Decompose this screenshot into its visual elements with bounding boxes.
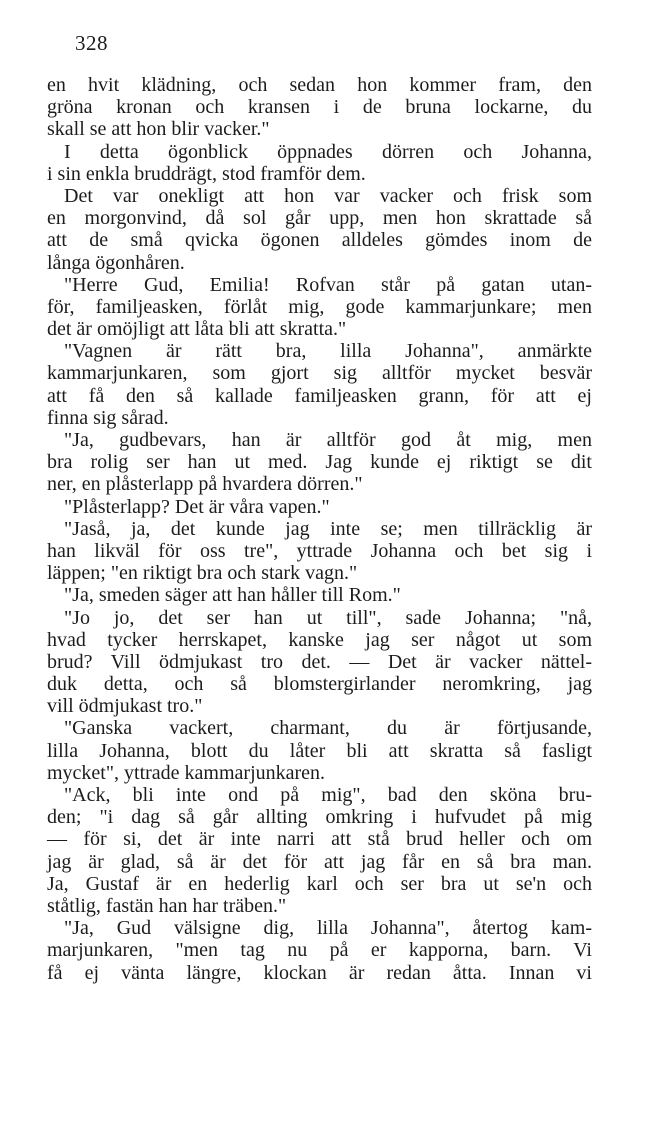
text-line: en morgonvind, då sol går upp, men hon skrattade så [47, 207, 592, 230]
text-line: ståtlig, fastän han har träben." [47, 894, 287, 917]
text-line: marjunkaren, "men tag nu på er kapporna, barn. Vi [47, 939, 592, 962]
text-line: få ej vänta längre, klockan är redan åtta. Innan vi [47, 961, 592, 984]
text-line: han likväl för oss tre", yttrade Johanna och bet sig i [47, 539, 592, 562]
text-line: bra rolig ser han ut med. Jag kunde ej riktigt se dit [47, 451, 592, 474]
text-line: att de små qvicka ögonen alldeles gömdes inom de [47, 229, 592, 252]
text-line: ner, en plåsterlapp på hvardera dörren." [47, 473, 363, 496]
text-line: det är omöjligt att låta bli att skratta." [47, 318, 347, 341]
text-line: "Plåsterlapp? Det är våra vapen." [64, 495, 330, 518]
text-line: i sin enkla bruddrägt, stod framför dem. [47, 162, 366, 185]
text-line: jag är glad, så är det för att jag får en så bra man. [47, 850, 592, 873]
body-text [47, 74, 592, 984]
text-line: I detta ögonblick öppnades dörren och Johanna, [64, 140, 592, 163]
text-line: mycket", yttrade kammarjunkaren. [47, 761, 326, 784]
text-line: "Vagnen är rätt bra, lilla Johanna", anmärkte [64, 340, 592, 363]
text-line: en hvit klädning, och sedan hon kommer fram, den [47, 74, 592, 96]
text-line: — för si, det är inte narri att stå brud heller och om [47, 828, 592, 851]
text-line: Ja, Gustaf är en hederlig karl och ser bra ut se'n och [47, 872, 592, 895]
text-line: "Ganska vackert, charmant, du är förtjusande, [64, 717, 592, 740]
text-line: duk detta, och så blomstergirlander neromkring, jag [47, 673, 592, 696]
page-number: 328 [75, 31, 108, 55]
text-line: den; "i dag så går allting omkring i hufvudet på mig [47, 806, 592, 829]
text-line: skall se att hon blir vacker." [47, 118, 270, 141]
text-line: "Jo jo, det ser han ut till", sade Johanna; "nå, [64, 606, 592, 629]
text-line: kammarjunkaren, som gjort sig alltför mycket besvär [47, 362, 592, 385]
text-line: "Herre Gud, Emilia! Rofvan står på gatan utan- [64, 273, 592, 296]
text-line: läppen; "en riktigt bra och stark vagn." [47, 562, 358, 585]
text-line: "Ja, smeden säger att han håller till Rom." [64, 584, 401, 607]
text-line: finna sig sårad. [47, 406, 169, 429]
text-line: "Jaså, ja, det kunde jag inte se; men tillräcklig är [64, 517, 592, 540]
text-line: lilla Johanna, blott du låter bli att skratta så fasligt [47, 739, 592, 762]
text-line: gröna kronan och kransen i de bruna lockarne, du [47, 96, 592, 119]
text-line: hvad tycker herrskapet, kanske jag ser något ut som [47, 628, 592, 651]
text-line: för, familjeasken, förlåt mig, gode kammarjunkare; men [47, 295, 592, 318]
text-line: Det var onekligt att hon var vacker och frisk som [64, 184, 592, 207]
text-line: "Ja, gudbevars, han är alltför god åt mig, men [64, 429, 592, 451]
text-line: brud? Vill ödmjukast tro det. — Det är vacker nättel- [47, 650, 592, 673]
text-line: "Ja, Gud välsigne dig, lilla Johanna", återtog kam- [64, 917, 592, 940]
text-line: vill ödmjukast tro." [47, 695, 203, 718]
text-line: långa ögonhåren. [47, 251, 185, 274]
text-line: att få den så kallade familjeasken grann, för att ej [47, 384, 592, 407]
text-line: "Ack, bli inte ond på mig", bad den sköna bru- [64, 784, 592, 806]
